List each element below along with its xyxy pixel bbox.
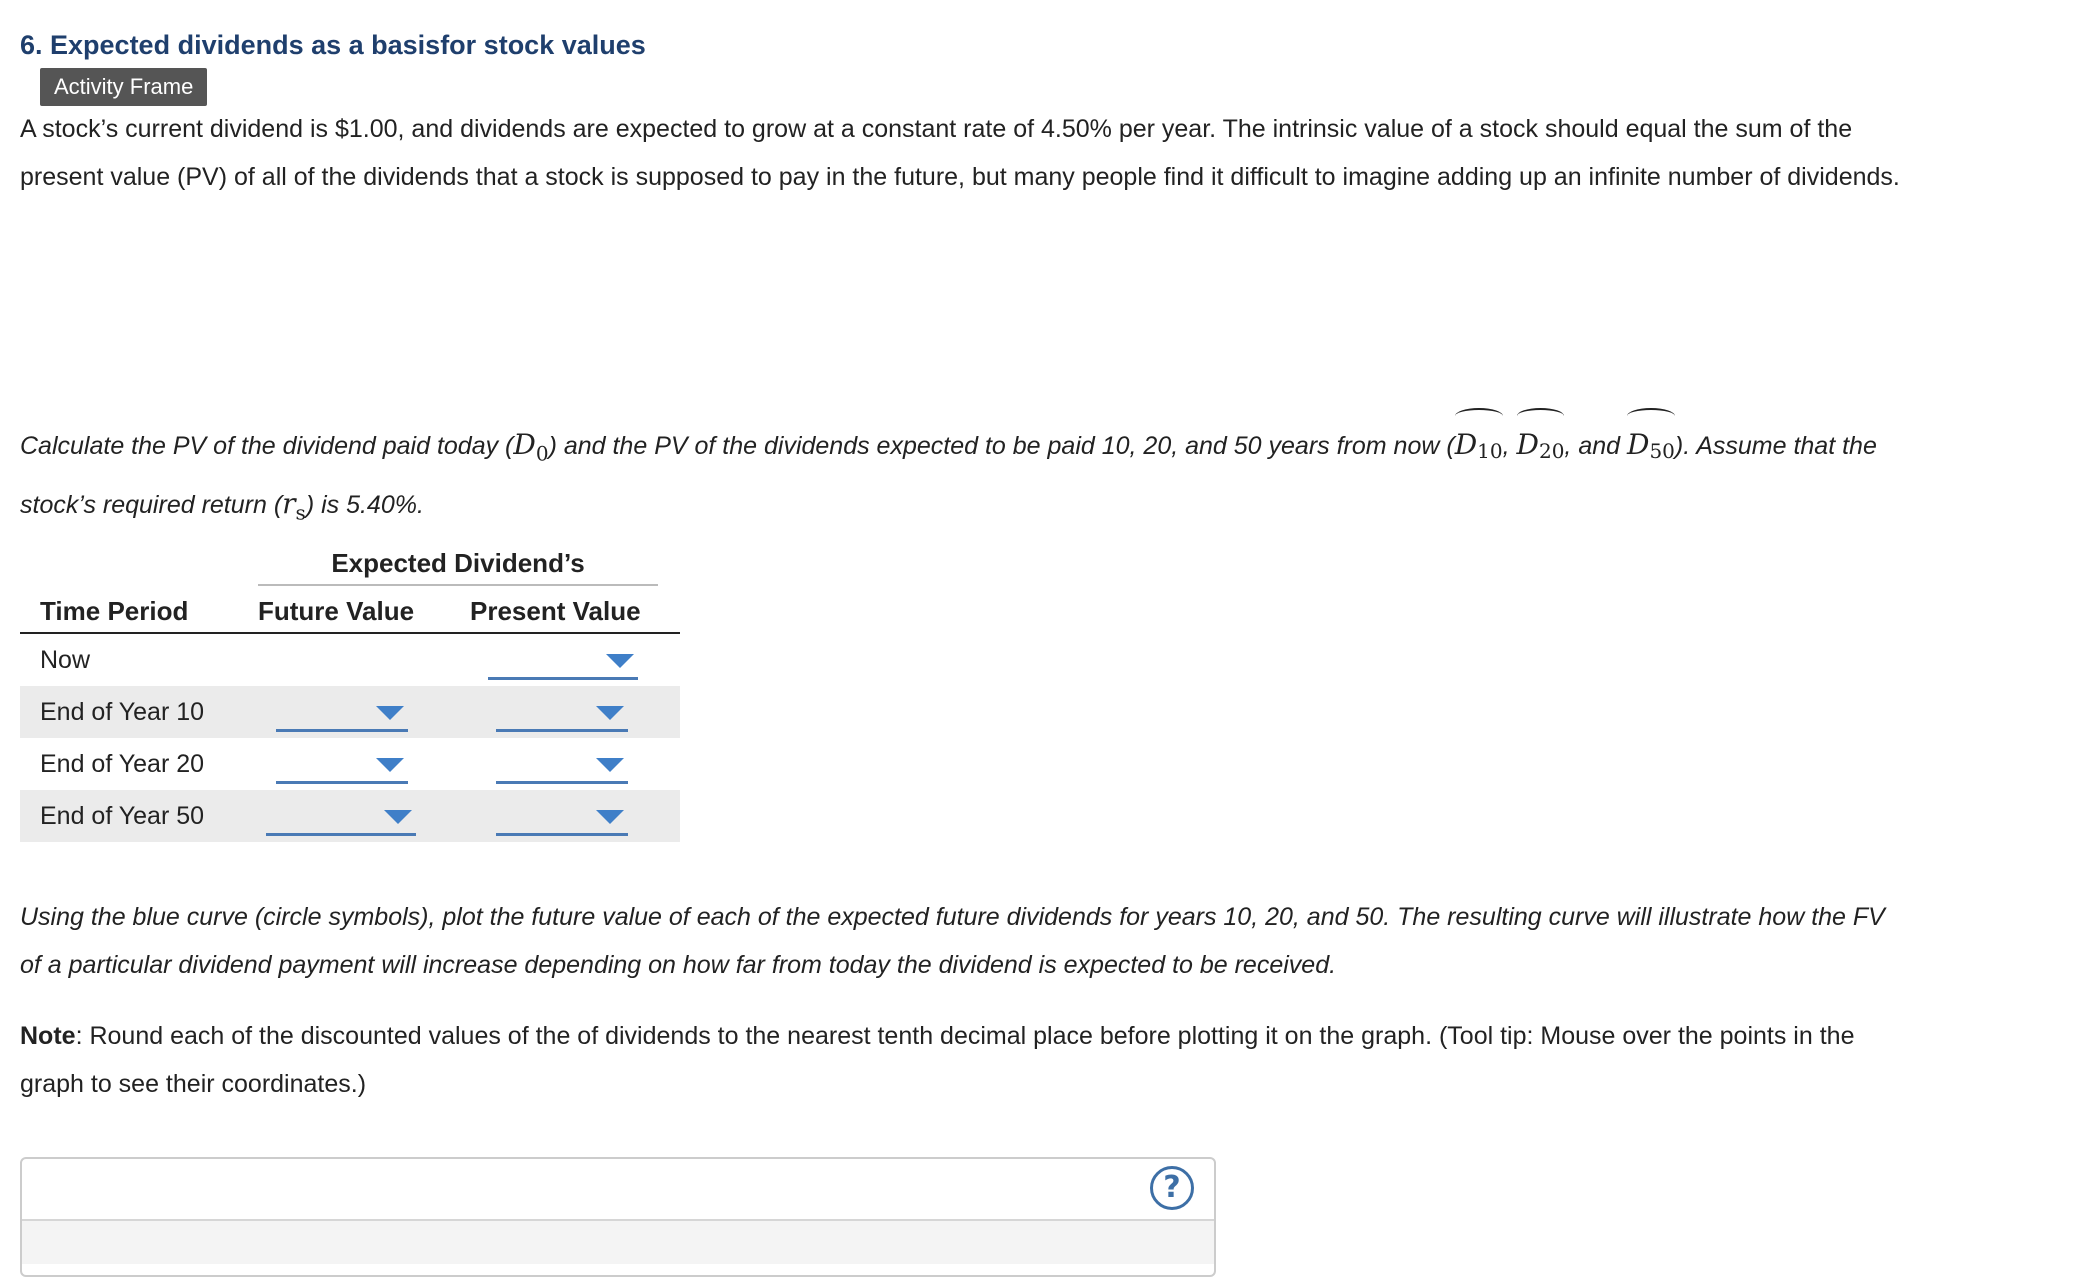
chevron-down-icon: [384, 810, 412, 824]
fv-year20-dropdown[interactable]: [276, 744, 408, 784]
d0-subscript: 0: [535, 441, 549, 466]
pv-year20-dropdown[interactable]: [496, 744, 628, 784]
chevron-down-icon: [596, 706, 624, 720]
note-paragraph: [20, 1012, 1900, 1108]
d20-letter: D: [1516, 428, 1539, 461]
d0-letter: D: [513, 428, 536, 461]
instruction-text-2: ) and the PV of the dividends expected to be paid 10, 20, and 50 years from now (: [548, 432, 1455, 460]
pv-year50-dropdown[interactable]: [496, 796, 628, 836]
d20-symbol: [1517, 420, 1565, 476]
table-row-year-20: [20, 738, 680, 790]
instruction-text-1: Calculate the PV of the dividend paid today (: [20, 432, 514, 460]
row-label: End of Year 10: [40, 698, 205, 726]
r-subscript: s: [295, 500, 306, 525]
chevron-down-icon: [606, 654, 634, 668]
rs-symbol: [282, 486, 306, 525]
instruction-paragraph: [20, 420, 1900, 537]
activity-frame-button[interactable]: Activity Frame: [40, 68, 207, 106]
d10-symbol: [1455, 420, 1503, 476]
table-row-year-10: [20, 686, 680, 738]
instruction-text-4: ) is 5.40%.: [305, 490, 424, 519]
page-title: 6. Expected dividends as a basisfor stock values: [20, 30, 646, 60]
future-value-header: Future Value: [258, 596, 415, 626]
table-row-year-50: [20, 790, 680, 842]
time-period-header: Time Period: [40, 596, 189, 626]
r-letter: r: [282, 486, 296, 520]
d50-subscript: 50: [1649, 439, 1675, 463]
present-value-header: Present Value: [470, 596, 641, 626]
d0-symbol: [513, 428, 549, 466]
chevron-down-icon: [376, 758, 404, 772]
instruction-text-3: ). Assume that the stock’s required return (: [20, 432, 1877, 519]
help-icon[interactable]: ?: [1150, 1166, 1194, 1210]
row-label: End of Year 20: [40, 750, 205, 778]
intro-paragraph: A stock’s current dividend is $1.00, and dividends are expected to grow at a constant rate of 4.50% per year. The intrinsic value of a stock should equal the sum of the present value (PV) of all of the dividends that a stock is supposed to pay in the future, but many people find it difficult to imagine adding up an infinite number of dividends.: [20, 115, 1900, 191]
expected-dividends-header: Expected Dividend’s: [331, 548, 585, 578]
plot-instruction: Using the blue curve (circle symbols), plot the future value of each of the expected future dividends for years 10, 20, and 50. The resulting curve will illustrate how the FV of a particular dividend payment will increase depending on how far from today the dividend is expected to be received.: [20, 903, 1885, 979]
and-word: and: [1578, 432, 1621, 460]
chevron-down-icon: [596, 810, 624, 824]
table-row-now: [20, 634, 680, 686]
graph-toolbar-divider: [22, 1219, 1214, 1221]
pv-now-dropdown[interactable]: [488, 640, 638, 680]
group-header-rule: [258, 584, 658, 586]
fv-year50-dropdown[interactable]: [266, 796, 416, 836]
comma-1: ,: [1502, 432, 1510, 460]
fv-year10-dropdown[interactable]: [276, 692, 408, 732]
note-label: Note: [20, 1022, 76, 1050]
d10-subscript: 10: [1477, 439, 1503, 463]
pv-year10-dropdown[interactable]: [496, 692, 628, 732]
chevron-down-icon: [596, 758, 624, 772]
row-label: End of Year 50: [40, 802, 205, 830]
d50-letter: D: [1627, 428, 1650, 461]
note-text: : Round each of the discounted values of the of dividends to the nearest tenth decimal place before plotting it on the graph. (Tool tip: Mouse over the points in the graph to see their coordinates.): [20, 1022, 1855, 1098]
d50-symbol: [1627, 420, 1675, 476]
comma-2: ,: [1564, 432, 1572, 460]
graph-area[interactable]: [22, 1221, 1214, 1264]
d10-letter: D: [1454, 428, 1478, 461]
d20-subscript: 20: [1538, 439, 1565, 463]
chevron-down-icon: [376, 706, 404, 720]
row-label: Now: [40, 646, 91, 674]
